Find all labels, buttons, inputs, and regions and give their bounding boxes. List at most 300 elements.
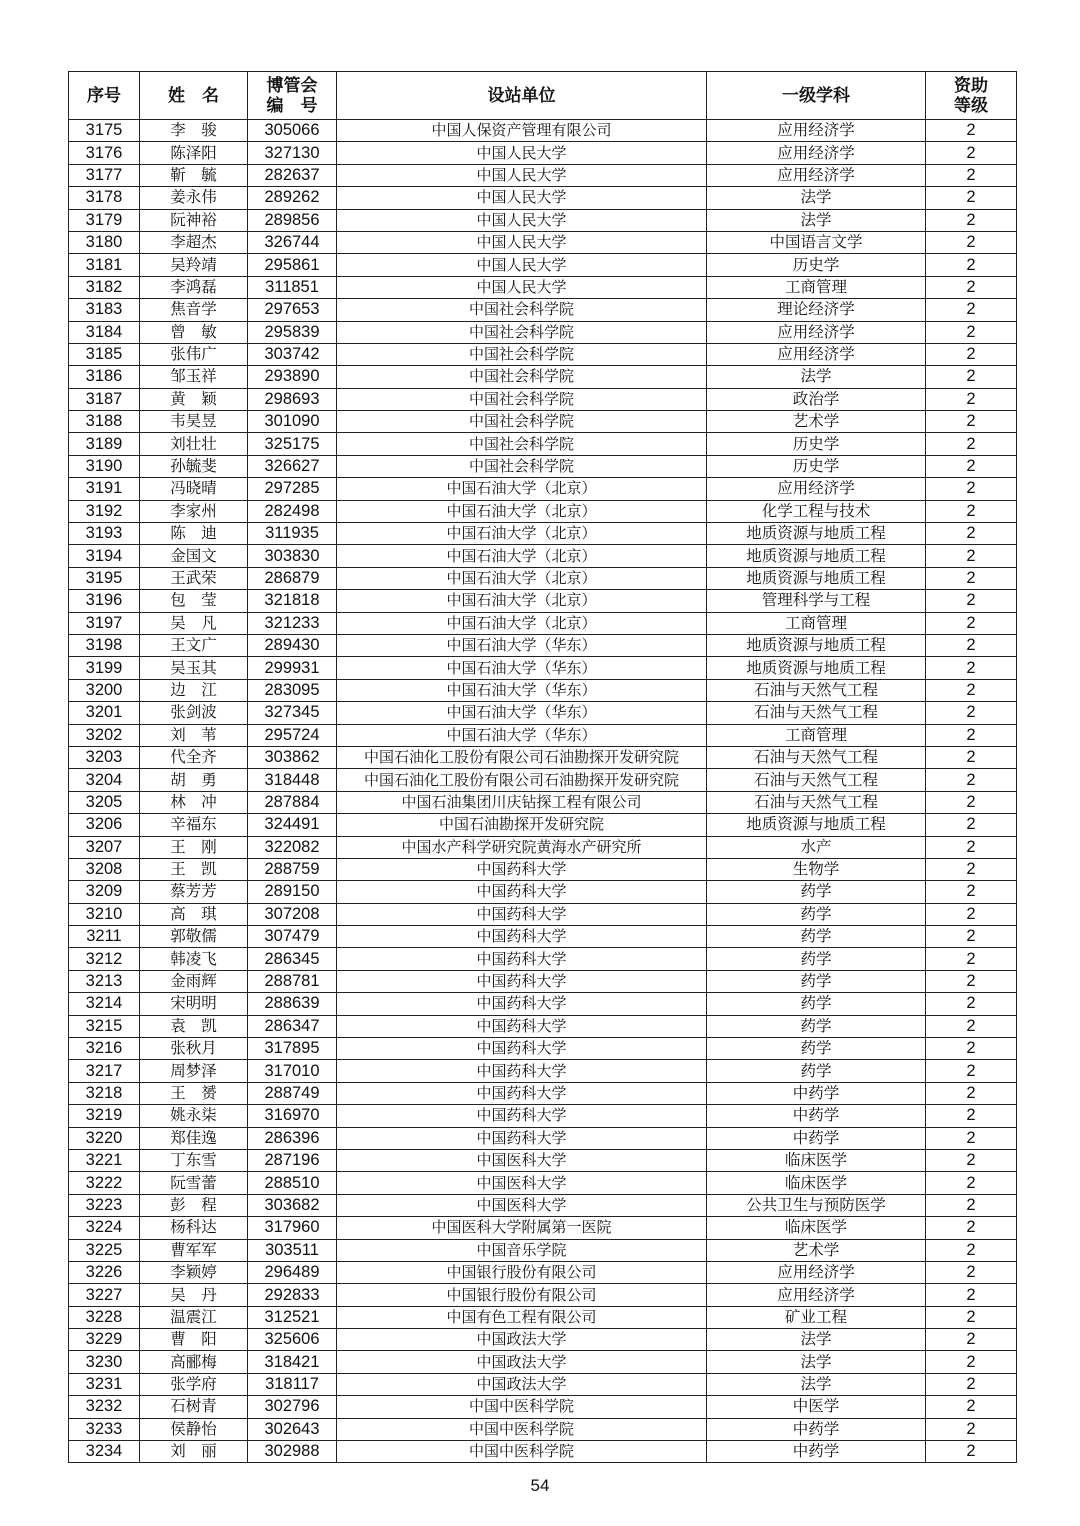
cell-org: 中国政法大学 <box>337 1351 707 1373</box>
table-row <box>69 209 1017 231</box>
cell-id: 299931 <box>248 657 337 679</box>
cell-id: 303862 <box>248 746 337 768</box>
cell-name: 刘 苇 <box>140 724 248 746</box>
cell-org: 中国水产科学研究院黄海水产研究所 <box>337 836 707 858</box>
cell-grade: 2 <box>926 1038 1017 1060</box>
cell-index: 3224 <box>69 1217 140 1239</box>
cell-id: 302643 <box>248 1418 337 1440</box>
cell-name: 蔡芳芳 <box>140 881 248 903</box>
cell-org: 中国银行股份有限公司 <box>337 1261 707 1283</box>
cell-org: 中国人民大学 <box>337 142 707 164</box>
cell-id: 288510 <box>248 1172 337 1194</box>
cell-org: 中国有色工程有限公司 <box>337 1306 707 1328</box>
table-row <box>69 523 1017 545</box>
cell-grade: 2 <box>926 791 1017 813</box>
cell-subject: 法学 <box>707 366 926 388</box>
cell-id: 286879 <box>248 567 337 589</box>
table-row <box>69 769 1017 791</box>
cell-index: 3209 <box>69 881 140 903</box>
cell-subject: 化学工程与技术 <box>707 500 926 522</box>
cell-index: 3228 <box>69 1306 140 1328</box>
cell-name: 邹玉祥 <box>140 366 248 388</box>
cell-subject: 石油与天然气工程 <box>707 791 926 813</box>
cell-id: 303830 <box>248 545 337 567</box>
cell-grade: 2 <box>926 209 1017 231</box>
cell-index: 3217 <box>69 1060 140 1082</box>
cell-org: 中国社会科学院 <box>337 411 707 433</box>
cell-name: 王 刚 <box>140 836 248 858</box>
cell-name: 吴玉其 <box>140 657 248 679</box>
cell-name: 刘壮壮 <box>140 433 248 455</box>
table-row <box>69 612 1017 634</box>
cell-org: 中国药科大学 <box>337 903 707 925</box>
table-row <box>69 657 1017 679</box>
cell-index: 3192 <box>69 500 140 522</box>
cell-grade: 2 <box>926 433 1017 455</box>
cell-org: 中国社会科学院 <box>337 388 707 410</box>
cell-id: 312521 <box>248 1306 337 1328</box>
cell-subject: 中医学 <box>707 1396 926 1418</box>
cell-name: 宋明明 <box>140 993 248 1015</box>
cell-index: 3214 <box>69 993 140 1015</box>
cell-subject: 中药学 <box>707 1441 926 1463</box>
cell-subject: 应用经济学 <box>707 1284 926 1306</box>
table-row <box>69 679 1017 701</box>
cell-id: 295861 <box>248 254 337 276</box>
cell-id: 288749 <box>248 1082 337 1104</box>
cell-id: 295839 <box>248 321 337 343</box>
cell-index: 3233 <box>69 1418 140 1440</box>
cell-index: 3185 <box>69 343 140 365</box>
cell-index: 3179 <box>69 209 140 231</box>
cell-name: 冯晓晴 <box>140 478 248 500</box>
cell-org: 中国中医科学院 <box>337 1418 707 1440</box>
cell-id: 316970 <box>248 1105 337 1127</box>
cell-subject: 理论经济学 <box>707 299 926 321</box>
cell-subject: 应用经济学 <box>707 164 926 186</box>
cell-name: 金雨辉 <box>140 970 248 992</box>
cell-subject: 临床医学 <box>707 1149 926 1171</box>
cell-index: 3176 <box>69 142 140 164</box>
cell-index: 3204 <box>69 769 140 791</box>
header-subject: 一级学科 <box>707 72 926 120</box>
cell-id: 292833 <box>248 1284 337 1306</box>
cell-index: 3203 <box>69 746 140 768</box>
cell-index: 3191 <box>69 478 140 500</box>
cell-grade: 2 <box>926 1351 1017 1373</box>
cell-id: 296489 <box>248 1261 337 1283</box>
cell-index: 3212 <box>69 948 140 970</box>
cell-subject: 中药学 <box>707 1082 926 1104</box>
cell-org: 中国社会科学院 <box>337 299 707 321</box>
cell-grade: 2 <box>926 187 1017 209</box>
cell-id: 286345 <box>248 948 337 970</box>
cell-index: 3232 <box>69 1396 140 1418</box>
table-row <box>69 1261 1017 1283</box>
table-row <box>69 120 1017 142</box>
cell-id: 311935 <box>248 523 337 545</box>
cell-grade: 2 <box>926 702 1017 724</box>
cell-index: 3178 <box>69 187 140 209</box>
cell-subject: 应用经济学 <box>707 1261 926 1283</box>
cell-grade: 2 <box>926 948 1017 970</box>
cell-subject: 石油与天然气工程 <box>707 746 926 768</box>
cell-id: 297285 <box>248 478 337 500</box>
cell-subject: 药学 <box>707 970 926 992</box>
cell-name: 李超杰 <box>140 231 248 253</box>
cell-org: 中国政法大学 <box>337 1373 707 1395</box>
cell-subject: 工商管理 <box>707 276 926 298</box>
cell-subject: 法学 <box>707 187 926 209</box>
cell-org: 中国石油大学（华东） <box>337 702 707 724</box>
cell-name: 陈 迪 <box>140 523 248 545</box>
cell-subject: 公共卫生与预防医学 <box>707 1194 926 1216</box>
cell-id: 287884 <box>248 791 337 813</box>
cell-subject: 工商管理 <box>707 724 926 746</box>
cell-org: 中国石油大学（华东） <box>337 657 707 679</box>
cell-name: 高 琪 <box>140 903 248 925</box>
cell-name: 张秋月 <box>140 1038 248 1060</box>
cell-grade: 2 <box>926 567 1017 589</box>
cell-org: 中国药科大学 <box>337 1038 707 1060</box>
cell-name: 王 凯 <box>140 858 248 880</box>
cell-name: 郑佳逸 <box>140 1127 248 1149</box>
cell-name: 吴羚靖 <box>140 254 248 276</box>
cell-org: 中国人民大学 <box>337 187 707 209</box>
cell-name: 包 莹 <box>140 590 248 612</box>
cell-index: 3210 <box>69 903 140 925</box>
cell-index: 3225 <box>69 1239 140 1261</box>
cell-id: 297653 <box>248 299 337 321</box>
cell-index: 3208 <box>69 858 140 880</box>
cell-name: 金国文 <box>140 545 248 567</box>
cell-grade: 2 <box>926 1239 1017 1261</box>
funding-list-table-container <box>68 71 1016 1463</box>
cell-id: 317895 <box>248 1038 337 1060</box>
cell-grade: 2 <box>926 411 1017 433</box>
cell-id: 318421 <box>248 1351 337 1373</box>
cell-id: 286396 <box>248 1127 337 1149</box>
cell-subject: 中药学 <box>707 1127 926 1149</box>
header-grade: 资助 等级 <box>926 72 1017 120</box>
cell-subject: 药学 <box>707 926 926 948</box>
cell-subject: 石油与天然气工程 <box>707 702 926 724</box>
table-row <box>69 1217 1017 1239</box>
cell-subject: 药学 <box>707 948 926 970</box>
table-row <box>69 1015 1017 1037</box>
cell-grade: 2 <box>926 1329 1017 1351</box>
table-row <box>69 903 1017 925</box>
cell-subject: 临床医学 <box>707 1217 926 1239</box>
cell-name: 曹军军 <box>140 1239 248 1261</box>
cell-grade: 2 <box>926 142 1017 164</box>
cell-org: 中国人民大学 <box>337 209 707 231</box>
cell-index: 3184 <box>69 321 140 343</box>
cell-id: 327130 <box>248 142 337 164</box>
cell-id: 289262 <box>248 187 337 209</box>
cell-org: 中国药科大学 <box>337 1127 707 1149</box>
cell-subject: 历史学 <box>707 455 926 477</box>
cell-grade: 2 <box>926 1306 1017 1328</box>
table-row <box>69 433 1017 455</box>
cell-id: 324491 <box>248 814 337 836</box>
cell-org: 中国药科大学 <box>337 993 707 1015</box>
cell-subject: 药学 <box>707 881 926 903</box>
cell-subject: 药学 <box>707 903 926 925</box>
header-index: 序号 <box>69 72 140 120</box>
cell-index: 3194 <box>69 545 140 567</box>
cell-org: 中国药科大学 <box>337 858 707 880</box>
table-header-row <box>69 72 1017 120</box>
cell-index: 3193 <box>69 523 140 545</box>
cell-id: 302796 <box>248 1396 337 1418</box>
cell-index: 3227 <box>69 1284 140 1306</box>
cell-org: 中国医科大学 <box>337 1149 707 1171</box>
cell-name: 丁东雪 <box>140 1149 248 1171</box>
table-row <box>69 1396 1017 1418</box>
cell-index: 3200 <box>69 679 140 701</box>
cell-subject: 石油与天然气工程 <box>707 769 926 791</box>
cell-name: 李 骏 <box>140 120 248 142</box>
cell-grade: 2 <box>926 164 1017 186</box>
cell-org: 中国石油大学（华东） <box>337 634 707 656</box>
cell-org: 中国石油化工股份有限公司石油勘探开发研究院 <box>337 769 707 791</box>
table-row <box>69 948 1017 970</box>
cell-subject: 法学 <box>707 1329 926 1351</box>
table-row <box>69 926 1017 948</box>
cell-index: 3202 <box>69 724 140 746</box>
cell-subject: 历史学 <box>707 254 926 276</box>
cell-org: 中国石油集团川庆钻探工程有限公司 <box>337 791 707 813</box>
cell-name: 辛福东 <box>140 814 248 836</box>
cell-grade: 2 <box>926 657 1017 679</box>
cell-name: 阮雪蕾 <box>140 1172 248 1194</box>
cell-index: 3230 <box>69 1351 140 1373</box>
cell-subject: 药学 <box>707 1038 926 1060</box>
table-row <box>69 500 1017 522</box>
table-row <box>69 254 1017 276</box>
cell-subject: 矿业工程 <box>707 1306 926 1328</box>
cell-index: 3187 <box>69 388 140 410</box>
cell-name: 王武荣 <box>140 567 248 589</box>
funding-list-table <box>68 71 1017 1463</box>
cell-index: 3190 <box>69 455 140 477</box>
table-row <box>69 970 1017 992</box>
cell-grade: 2 <box>926 1194 1017 1216</box>
cell-subject: 应用经济学 <box>707 120 926 142</box>
table-row <box>69 142 1017 164</box>
cell-id: 318117 <box>248 1373 337 1395</box>
cell-id: 282498 <box>248 500 337 522</box>
cell-grade: 2 <box>926 523 1017 545</box>
table-row <box>69 1172 1017 1194</box>
cell-id: 311851 <box>248 276 337 298</box>
cell-id: 317960 <box>248 1217 337 1239</box>
cell-id: 293890 <box>248 366 337 388</box>
cell-subject: 管理科学与工程 <box>707 590 926 612</box>
cell-org: 中国石油大学（北京） <box>337 500 707 522</box>
table-row <box>69 411 1017 433</box>
cell-id: 295724 <box>248 724 337 746</box>
cell-id: 288759 <box>248 858 337 880</box>
cell-grade: 2 <box>926 634 1017 656</box>
cell-index: 3189 <box>69 433 140 455</box>
cell-grade: 2 <box>926 1396 1017 1418</box>
table-row <box>69 1239 1017 1261</box>
cell-org: 中国社会科学院 <box>337 455 707 477</box>
cell-name: 温震江 <box>140 1306 248 1328</box>
cell-id: 289150 <box>248 881 337 903</box>
table-row <box>69 1351 1017 1373</box>
cell-subject: 法学 <box>707 1373 926 1395</box>
cell-index: 3215 <box>69 1015 140 1037</box>
cell-index: 3199 <box>69 657 140 679</box>
cell-name: 韩凌飞 <box>140 948 248 970</box>
cell-subject: 药学 <box>707 1060 926 1082</box>
cell-subject: 法学 <box>707 1351 926 1373</box>
cell-name: 张学府 <box>140 1373 248 1395</box>
cell-id: 298693 <box>248 388 337 410</box>
table-row <box>69 1149 1017 1171</box>
cell-name: 彭 程 <box>140 1194 248 1216</box>
cell-id: 318448 <box>248 769 337 791</box>
cell-name: 王文广 <box>140 634 248 656</box>
cell-index: 3186 <box>69 366 140 388</box>
cell-org: 中国人民大学 <box>337 164 707 186</box>
cell-subject: 工商管理 <box>707 612 926 634</box>
cell-index: 3195 <box>69 567 140 589</box>
cell-subject: 历史学 <box>707 433 926 455</box>
table-row <box>69 791 1017 813</box>
cell-grade: 2 <box>926 1015 1017 1037</box>
table-row <box>69 343 1017 365</box>
cell-id: 303511 <box>248 1239 337 1261</box>
cell-grade: 2 <box>926 1418 1017 1440</box>
cell-grade: 2 <box>926 321 1017 343</box>
cell-org: 中国药科大学 <box>337 970 707 992</box>
cell-subject: 应用经济学 <box>707 478 926 500</box>
cell-org: 中国政法大学 <box>337 1329 707 1351</box>
cell-org: 中国药科大学 <box>337 881 707 903</box>
cell-subject: 中药学 <box>707 1418 926 1440</box>
cell-grade: 2 <box>926 366 1017 388</box>
cell-grade: 2 <box>926 881 1017 903</box>
cell-grade: 2 <box>926 1149 1017 1171</box>
cell-name: 姜永伟 <box>140 187 248 209</box>
cell-grade: 2 <box>926 299 1017 321</box>
cell-grade: 2 <box>926 455 1017 477</box>
cell-grade: 2 <box>926 926 1017 948</box>
cell-index: 3231 <box>69 1373 140 1395</box>
cell-index: 3201 <box>69 702 140 724</box>
cell-grade: 2 <box>926 993 1017 1015</box>
table-row <box>69 388 1017 410</box>
cell-name: 焦音学 <box>140 299 248 321</box>
header-name: 姓 名 <box>140 72 248 120</box>
cell-name: 李鸿磊 <box>140 276 248 298</box>
cell-index: 3177 <box>69 164 140 186</box>
cell-grade: 2 <box>926 769 1017 791</box>
cell-org: 中国医科大学 <box>337 1172 707 1194</box>
table-row <box>69 231 1017 253</box>
cell-org: 中国人民大学 <box>337 254 707 276</box>
cell-org: 中国石油大学（北京） <box>337 612 707 634</box>
table-row <box>69 321 1017 343</box>
table-row <box>69 1418 1017 1440</box>
cell-id: 322082 <box>248 836 337 858</box>
table-row <box>69 187 1017 209</box>
cell-grade: 2 <box>926 836 1017 858</box>
cell-name: 黄 颖 <box>140 388 248 410</box>
cell-name: 陈泽阳 <box>140 142 248 164</box>
cell-name: 吴 丹 <box>140 1284 248 1306</box>
cell-org: 中国药科大学 <box>337 1105 707 1127</box>
cell-subject: 地质资源与地质工程 <box>707 523 926 545</box>
cell-org: 中国药科大学 <box>337 1082 707 1104</box>
table-body <box>69 120 1017 1463</box>
table-row <box>69 455 1017 477</box>
header-org: 设站单位 <box>337 72 707 120</box>
cell-id: 325175 <box>248 433 337 455</box>
cell-grade: 2 <box>926 679 1017 701</box>
cell-index: 3220 <box>69 1127 140 1149</box>
cell-grade: 2 <box>926 590 1017 612</box>
cell-grade: 2 <box>926 254 1017 276</box>
cell-org: 中国石油大学（北京） <box>337 478 707 500</box>
table-row <box>69 299 1017 321</box>
cell-org: 中国药科大学 <box>337 1015 707 1037</box>
cell-org: 中国中医科学院 <box>337 1441 707 1463</box>
cell-id: 302988 <box>248 1441 337 1463</box>
cell-subject: 石油与天然气工程 <box>707 679 926 701</box>
table-row <box>69 478 1017 500</box>
table-row <box>69 1194 1017 1216</box>
cell-org: 中国药科大学 <box>337 1060 707 1082</box>
table-row <box>69 702 1017 724</box>
cell-subject: 中国语言文学 <box>707 231 926 253</box>
table-row <box>69 881 1017 903</box>
cell-org: 中国医科大学 <box>337 1194 707 1216</box>
cell-id: 307479 <box>248 926 337 948</box>
table-row <box>69 858 1017 880</box>
table-row <box>69 567 1017 589</box>
cell-index: 3197 <box>69 612 140 634</box>
cell-index: 3223 <box>69 1194 140 1216</box>
cell-grade: 2 <box>926 478 1017 500</box>
cell-org: 中国石油大学（北京） <box>337 567 707 589</box>
cell-name: 高郦梅 <box>140 1351 248 1373</box>
cell-index: 3219 <box>69 1105 140 1127</box>
cell-id: 326744 <box>248 231 337 253</box>
cell-org: 中国石油大学（北京） <box>337 523 707 545</box>
cell-subject: 生物学 <box>707 858 926 880</box>
cell-name: 孙毓斐 <box>140 455 248 477</box>
cell-index: 3207 <box>69 836 140 858</box>
cell-org: 中国中医科学院 <box>337 1396 707 1418</box>
cell-subject: 地质资源与地质工程 <box>707 814 926 836</box>
cell-org: 中国药科大学 <box>337 926 707 948</box>
cell-grade: 2 <box>926 814 1017 836</box>
cell-grade: 2 <box>926 1127 1017 1149</box>
cell-name: 靳 毓 <box>140 164 248 186</box>
cell-grade: 2 <box>926 500 1017 522</box>
table-row <box>69 1441 1017 1463</box>
cell-org: 中国人民大学 <box>337 231 707 253</box>
cell-id: 325606 <box>248 1329 337 1351</box>
cell-grade: 2 <box>926 1082 1017 1104</box>
cell-name: 胡 勇 <box>140 769 248 791</box>
table-row <box>69 164 1017 186</box>
